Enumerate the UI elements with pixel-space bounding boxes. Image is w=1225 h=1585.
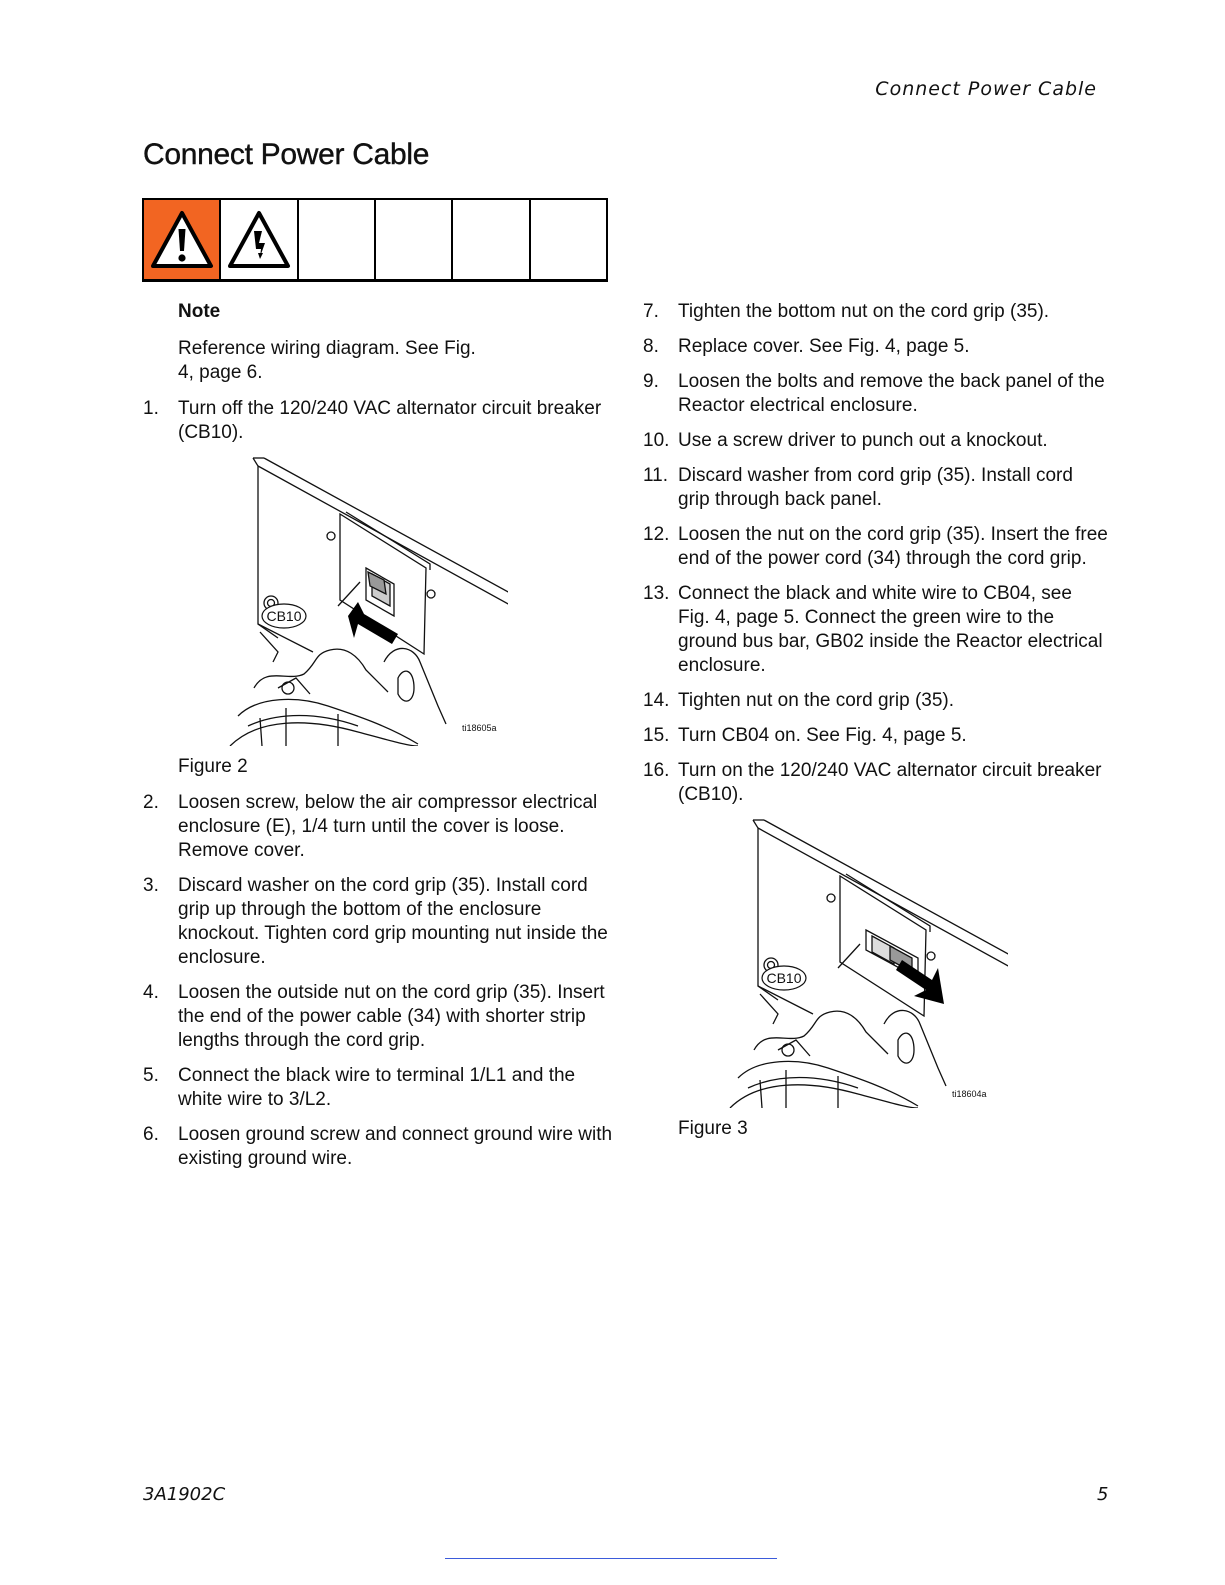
warning-cell-empty bbox=[299, 200, 376, 279]
list-item bbox=[643, 759, 1108, 807]
figure-3-illustration bbox=[718, 818, 1108, 1115]
exclamation-warning-icon bbox=[149, 209, 215, 271]
step-number: 10. bbox=[643, 430, 670, 451]
step-text: Loosen the outside nut on the cord grip (35). Insert the end of the power cable (34) with shorter strip lengths through the cord grip. bbox=[178, 982, 605, 1051]
step-text: Turn on the 120/240 VAC alternator circuit breaker (CB10). bbox=[678, 760, 1102, 805]
step-text: Loosen ground screw and connect ground wire with existing ground wire. bbox=[178, 1124, 613, 1169]
step-text: Tighten the bottom nut on the cord grip (35). bbox=[678, 301, 1050, 322]
step-number: 16. bbox=[643, 760, 670, 781]
step-number: 2. bbox=[143, 792, 159, 813]
list-item bbox=[143, 791, 613, 863]
list-item bbox=[643, 464, 1108, 512]
step-text: Loosen screw, below the air compressor electrical enclosure (E), 1/4 turn until the cover is loose. Remove cover. bbox=[178, 792, 598, 861]
step-text: Tighten nut on the cord grip (35). bbox=[678, 690, 955, 711]
steps-list-left-b bbox=[143, 791, 613, 1171]
list-item bbox=[143, 397, 613, 445]
figure-callout: CB10 bbox=[766, 970, 802, 986]
list-item bbox=[643, 523, 1108, 571]
step-text: Discard washer from cord grip (35). Install cord grip through back panel. bbox=[678, 465, 1073, 510]
steps-list-left-a bbox=[143, 397, 613, 445]
step-number: 11. bbox=[643, 465, 669, 486]
electric-shock-warning-icon bbox=[226, 209, 292, 271]
step-number: 1. bbox=[143, 398, 159, 419]
step-text: Use a screw driver to punch out a knockout. bbox=[678, 430, 1048, 451]
list-item bbox=[643, 335, 1108, 359]
step-text: Discard washer on the cord grip (35). Install cord grip up through the bottom of the enclosure knockout. Tighten cord grip mounting nut inside the enclosure. bbox=[178, 875, 608, 968]
step-number: 3. bbox=[143, 875, 159, 896]
step-number: 9. bbox=[643, 371, 659, 392]
warning-symbol-table bbox=[142, 198, 608, 282]
step-text: Turn off the 120/240 VAC alternator circuit breaker (CB10). bbox=[178, 398, 602, 443]
step-number: 7. bbox=[643, 301, 659, 322]
page-number: 5 bbox=[1097, 1484, 1109, 1505]
step-number: 14. bbox=[643, 690, 670, 711]
list-item bbox=[643, 582, 1108, 678]
list-item bbox=[643, 724, 1108, 748]
step-text: Loosen the nut on the cord grip (35). Insert the free end of the power cord (34) through the cord grip. bbox=[678, 524, 1108, 569]
step-text: Connect the black wire to terminal 1/L1 and the white wire to 3/L2. bbox=[178, 1065, 576, 1110]
page-title: Connect Power Cable bbox=[143, 138, 430, 171]
step-number: 15. bbox=[643, 725, 670, 746]
step-text: Replace cover. See Fig. 4, page 5. bbox=[678, 336, 970, 357]
figure-image-id: ti18604a bbox=[952, 1089, 987, 1099]
document-number: 3A1902C bbox=[143, 1484, 226, 1505]
step-number: 6. bbox=[143, 1124, 159, 1145]
figure-callout: CB10 bbox=[266, 608, 302, 624]
list-item bbox=[643, 300, 1108, 324]
list-item bbox=[143, 874, 613, 970]
breaker-on-illustration bbox=[718, 818, 1008, 1108]
step-number: 5. bbox=[143, 1065, 159, 1086]
figure-caption: Figure 2 bbox=[178, 756, 248, 777]
step-number: 8. bbox=[643, 336, 659, 357]
figure-image-id: ti18605a bbox=[462, 723, 497, 733]
warning-cell-electric bbox=[221, 200, 298, 279]
running-header: Connect Power Cable bbox=[875, 78, 1097, 100]
right-column bbox=[643, 300, 1108, 1153]
note-heading: Note bbox=[178, 301, 221, 322]
footer-divider bbox=[445, 1558, 777, 1559]
warning-cell-empty bbox=[453, 200, 530, 279]
warning-cell-exclamation bbox=[144, 200, 221, 279]
list-item bbox=[143, 1064, 613, 1112]
note-body: Reference wiring diagram. See Fig. 4, page 6. bbox=[178, 338, 476, 383]
step-number: 4. bbox=[143, 982, 159, 1003]
steps-list-right bbox=[643, 300, 1108, 807]
step-text: Loosen the bolts and remove the back panel of the Reactor electrical enclosure. bbox=[678, 371, 1105, 416]
left-column bbox=[143, 300, 613, 1182]
step-text: Connect the black and white wire to CB04, see Fig. 4, page 5. Connect the green wire to the ground bus bar, GB02 inside the Reactor electrical enclosure. bbox=[678, 583, 1103, 676]
list-item bbox=[143, 981, 613, 1053]
warning-cell-empty bbox=[376, 200, 453, 279]
warning-cell-empty bbox=[531, 200, 606, 279]
breaker-off-illustration bbox=[218, 456, 508, 746]
figure-2-illustration bbox=[218, 456, 613, 753]
step-text: Turn CB04 on. See Fig. 4, page 5. bbox=[678, 725, 967, 746]
list-item bbox=[143, 1123, 613, 1171]
step-number: 12. bbox=[643, 524, 670, 545]
figure-caption: Figure 3 bbox=[678, 1118, 748, 1139]
step-number: 13. bbox=[643, 583, 670, 604]
list-item bbox=[643, 689, 1108, 713]
list-item bbox=[643, 370, 1108, 418]
list-item bbox=[643, 429, 1108, 453]
